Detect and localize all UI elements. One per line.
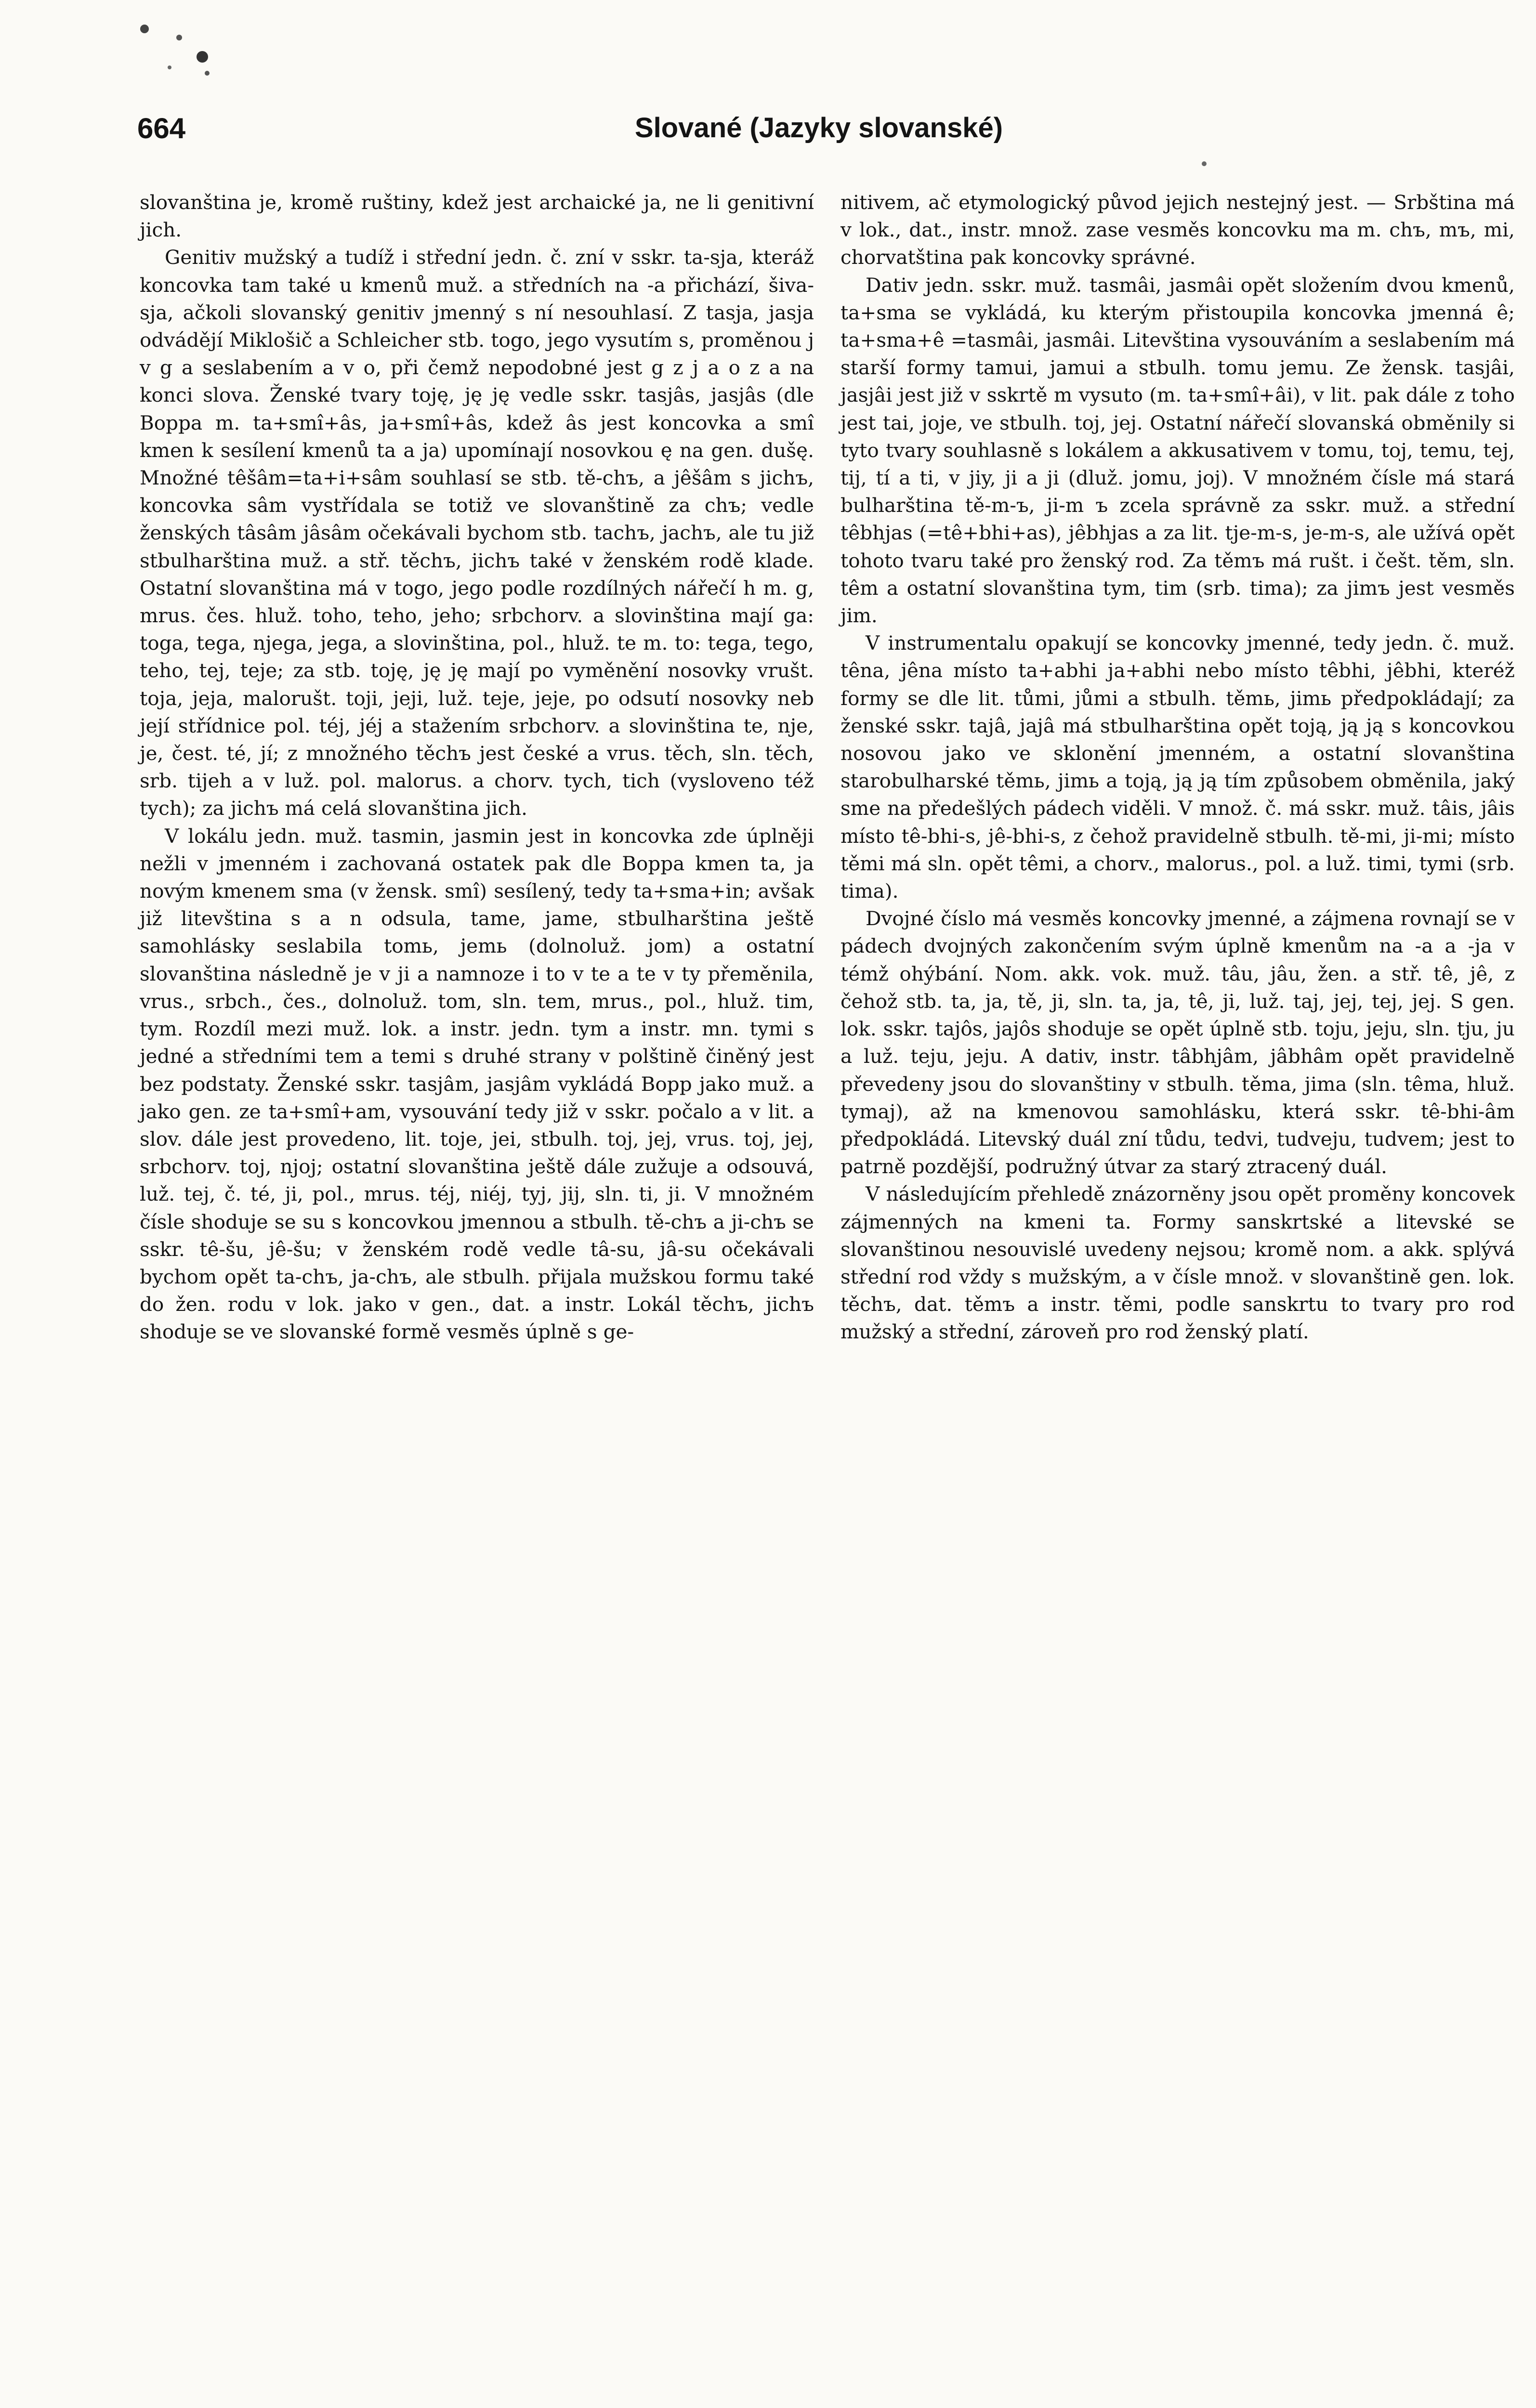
paragraph: Genitiv mužský a tudíž i střední jedn. č. zní v sskr. ta-sja, kteráž koncovka tam také u kmenů muž. a středních na -a přichází, šiva-sja, ačkoli slovanský genitiv jmenný s ní nesouhlasí. Z tasja, jasja odvádějí Miklošič a Schleicher stb. togo, jego vysutím s, proměnou j v g a seslabením a v o, při čemž nepodobné jest g z j a o z a na konci slova. Ženské tvary toję, ję ję vedle sskr. tasjâs, jasjâs (dle Boppa m. ta+smî+âs, ja+smî+âs, kdež âs jest koncovka a smî kmen k sesílení kmenů ta a ja) upomínají nosovkou ę na gen. dušę. Množné têšâm=ta+i+sâm souhlasí se stb. tě-chъ, a jêšâm s jichъ, koncovka sâm vystřídala se totiž ve slovanštině za chъ; vedle ženských tâsâm jâsâm očekávali bychom stb. tachъ, jachъ, ale tu již stbulharština muž. a stř. těchъ, jichъ také v ženském rodě klade. Ostatní slovanština má v togo, jego podle rozdílných nářečí h m. g, mrus. čes. hluž. toho, teho, jeho; srbchorv. a slovinština mají ga: toga, tega, njega, jega, a slovinština, pol., hluž. te m. to: tega, tego, teho, tej, teje; za stb. toję, ję ję mají po vyměnění nosovky vrušt. toja, jeja, malorušt. toji, jeji, luž. teje, jeje, po odsutí nosovky neb její střídnice pol. téj, jéj a stažením srbchorv. a slovinština te, nje, je, čest. té, jí; z množného těchъ jest české a vrus. těch, sln. těch, srb. tijeh a v luž. pol. malorus. a chorv. tych, tich (vysloveno též tych); za jichъ má celá slovanština jich. [140,246,814,820]
running-title: Slované (Jazyky slovanské) [634,112,1003,144]
paragraph: nitivem, ač etymologický původ jejich nestejný jest. — Srbština má v lok., dat., instr. množ. zase vesměs koncovku ma m. chъ, mъ, mi, chorvatština pak koncovky správné. [840,191,1515,269]
left-column [140,189,814,1346]
right-column [840,189,1515,1346]
paragraph: V instrumentalu opakují se koncovky jmenné, tedy jedn. č. muž. têna, jêna místo ta+abhi ja+abhi nebo místo têbhi, jêbhi, kteréž formy se dle lit. tůmi, jůmi a stbulh. těmь, jimь předpokládají; za ženské sskr. tajâ, jajâ má stbulharština opět toją, ją ją s koncovkou nosovou jako ve sklonění jmenném, a ostatní slovanština starobulharské těmь, jimь a toją, ją ją tím způsobem obměnila, jaký sme na předešlých pádech viděli. V množ. č. má sskr. muž. tâis, jâis místo tê-bhi-s, jê-bhi-s, z čehož pravidelně stbulh. tě-mi, ji-mi; místo těmi má sln. opět têmi, a chorv., malorus., pol. a luž. timi, tymi (srb. tima). [840,631,1515,903]
paragraph: slovanština je, kromě ruštiny, kdež jest archaické ja, ne li genitivní jich. [140,191,814,242]
paragraph: Dativ jedn. sskr. muž. tasmâi, jasmâi opět složením dvou kmenů, ta+sma se vykládá, ku kterým přistoupila koncovka jmenná ê; ta+sma+ê =tasmâi, jasmâi. Litevština vysouváním a seslabením má starší formy tamui, jamui a stbulh. tomu jemu. Ze žensk. tasjâi, jasjâi jest již v sskrtě m vysuto (m. ta+smî+âi), v lit. pak dále z toho jest tai, joje, ve stbulh. toj, jej. Ostatní nářečí slovanská obměnily si tyto tvary souhlasně s lokálem a akkusativem v tomu, toj, temu, tej, tij, tí a ti, v jiy, ji a ji (dluž. jomu, joj). V množném čísle má stará bulharština tě-m-ъ, ji-m ъ zcela správně za sskr. muž. a střední têbhjas (=tê+bhi+as), jêbhjas a za lit. tje-m-s, je-m-s, ale užívá opět tohoto tvaru také pro ženský rod. Za těmъ má rušt. i češt. těm, sln. têm a ostatní slovanština tym, tim (srb. tima); za jimъ jest vesměs jim. [840,273,1515,628]
page-header [137,112,1500,155]
paragraph: V lokálu jedn. muž. tasmin, jasmin jest in koncovka zde úplněji nežli v jmenném i zachovaná ostatek pak dle Boppa kmen ta, ja novým kmenem sma (v žensk. smî) sesílený, tedy ta+sma+in; avšak již litevština s a n odsula, tame, jame, stbulharština ještě samohlásky seslabila tomь, jemь (dolnoluž. jom) a ostatní slovanština následně je v ji a namnoze i to v te a te v ty přeměnila, vrus., srbch., čes., dolnoluž. tom, sln. tem, mrus., pol., hluž. tim, tym. Rozdíl mezi muž. lok. a instr. jedn. tym a instr. mn. tymi s jedné a středními tem a temi s druhé strany v polštině činěný jest bez podstaty. Ženské sskr. tasjâm, jasjâm vykládá Bopp jako muž. a jako gen. ze ta+smî+am, vysouvání tedy již v sskr. počalo a v lit. a slov. dále jest provedeno, lit. toje, jei, stbulh. toj, jej, vrus. toj, jej, srbchorv. toj, njoj; ostatní slovanština ještě dále zužuje a odsouvá, luž. tej, č. té, ji, pol., mrus. téj, niéj, tyj, jij, sln. ti, ji. V množném čísle shoduje se su s koncovkou jmennou a stbulh. tě-chъ a ji-chъ se sskr. tê-šu, jê-šu; v ženském rodě vedle tâ-su, jâ-su očekávali bychom opět ta-chъ, ja-chъ, ale stbulh. přijala mužskou formu také do žen. rodu v lok. jako v gen., dat. a instr. Lokál těchъ, jichъ shoduje se ve slovanské formě vesměs úplně s ge- [140,824,814,1344]
page-number: 664 [137,112,186,144]
paragraph: V následujícím přehledě znázorněny jsou opět proměny koncovek zájmenných na kmeni ta. Formy sanskrtské a litevské se slovanštinou nesouvislé uvedeny nejsou; kromě nom. a akk. splývá střední rod vždy s mužským, a v čísle množ. v slovanštině gen. lok. těchъ, dat. těmъ a instr. těmi, podle sanskrtu to tvary pro rod mužský a střední, zároveň pro rod ženský platí. [840,1182,1515,1344]
paragraph: Dvojné číslo má vesměs koncovky jmenné, a zájmena rovnají se v pádech dvojných zakončením svým úplně kmenům na -a a -ja v témž ohýbání. Nom. akk. vok. muž. tâu, jâu, žen. a stř. tê, jê, z čehož stb. ta, ja, tě, ji, sln. ta, ja, tê, ji, luž. taj, jej, tej, jej. S gen. lok. sskr. tajôs, jajôs shoduje se opět úplně stb. toju, jeju, sln. tju, ju a luž. teju, jeju. A dativ, instr. tâbhjâm, jâbhâm opět pravidelně převedeny jsou do slovanštiny v stbulh. těma, jima (sln. têma, hluž. tymaj), až na kmenovou samohlásku, která sskr. tê-bhi-âm předpokládá. Litevský duál zní tůdu, tedvi, tudveju, tudvem; jest to patrně pozdější, podružný útvar za starý ztracený duál. [840,907,1515,1178]
